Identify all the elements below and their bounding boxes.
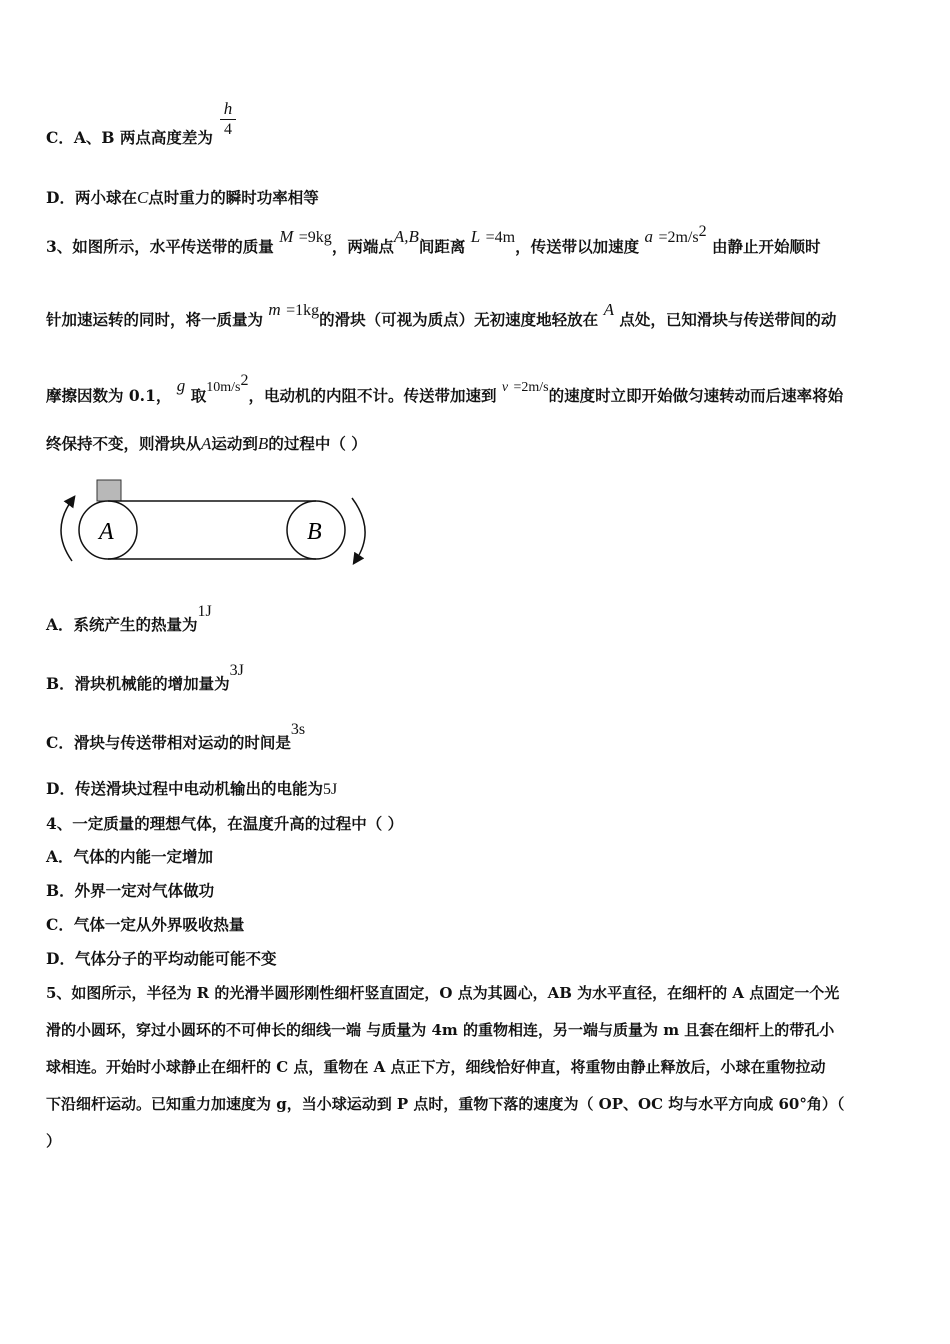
q3-accel-a <box>644 223 707 247</box>
q3-l3-c: ，电动机的内阻不计。传送带加速到 <box>248 386 497 406</box>
q5-stem-line-1: 5、如图所示，半径为 R 的光滑半圆形刚性细杆竖直固定，O 点为其圆心，AB 为水平直径，在细杆的 A 点固定一个光 <box>46 984 840 1002</box>
q3-mass-m <box>268 300 319 319</box>
q2-option-d-var: C <box>136 188 149 207</box>
q3-l4-c: 的过程中（ ） <box>268 434 367 453</box>
q3-length-L <box>471 227 515 246</box>
q3-l3-b: 取 <box>190 386 207 406</box>
var-A: A <box>603 300 614 319</box>
q3-option-b-text: B．滑块机械能的增加量为 <box>46 674 230 693</box>
pulley-a-label: A <box>99 519 114 545</box>
value-a: =2m/s <box>658 229 699 247</box>
q3-l2-c: 点处，已知滑块与传送带间的动 <box>619 310 837 329</box>
q3-option-c <box>46 721 306 753</box>
q3-l4-a: 终保持不变，则滑块从 <box>46 434 202 453</box>
q3-option-b-value: 3J <box>229 662 244 679</box>
var-g: g <box>176 376 186 396</box>
q3-option-a-text: A．系统产生的热量为 <box>46 615 198 634</box>
q3-l1-e: 由静止开始顺时 <box>712 237 821 257</box>
fraction-numerator: h <box>223 99 233 118</box>
value-M: =9kg <box>298 229 332 247</box>
q3-option-c-text: C．滑块与传送带相对运动的时间是 <box>46 733 291 752</box>
q3-option-d <box>46 777 337 799</box>
q5-stem-line-2: 滑的小圆环，穿过小圆环的不可伸长的细线一端 与质量为 4m 的重物相连，另一端与质量为 m 且套在细杆上的带孔小 <box>46 1021 835 1039</box>
q3-l1-a: 3、如图所示，水平传送带的质量 <box>46 237 274 257</box>
q3-g-value <box>206 372 249 396</box>
q3-l4-b: 运动到 <box>211 434 258 453</box>
rotation-arrow-left-icon <box>61 500 72 561</box>
var-B: B <box>257 434 269 453</box>
slider-block <box>97 480 121 501</box>
q2-option-d-pre: D．两小球在 <box>46 188 137 207</box>
q3-stem-line-2 <box>46 300 837 330</box>
q3-stem-line-3 <box>46 372 844 406</box>
q3-option-c-value: 3s <box>290 721 306 738</box>
value-g: 10m/s <box>206 380 241 396</box>
var-v: v <box>501 380 509 396</box>
pulley-b-label: B <box>307 519 322 545</box>
q3-option-b <box>46 662 244 694</box>
q2-option-d <box>46 186 319 208</box>
q3-l2-b: 的滑块（可视为质点）无初速度地轻放在 <box>319 310 599 329</box>
q5-stem-line-4: 下沿细杆运动。已知重力加速度为 g，当小球运动到 P 点时，重物下落的速度为（ OP、OC 均与水平方向成 60°角）（ <box>46 1095 845 1113</box>
fraction-denominator: 4 <box>224 121 232 138</box>
rotation-arrow-right-icon <box>352 498 365 560</box>
q3-option-a <box>46 603 212 635</box>
q4-option-b: B．外界一定对气体做功 <box>46 881 215 900</box>
q3-stem-line-4 <box>46 432 367 454</box>
q3-l1-c: 间距离 <box>418 237 466 257</box>
q3-l1-d: ，传送带以加速度 <box>515 237 640 257</box>
q3-option-d-text: D．传送滑块过程中电动机输出的电能为 <box>46 779 323 798</box>
q3-l3-d: 的速度时立即开始做匀速转动而后速率将始 <box>548 386 844 406</box>
value-L: =4m <box>485 229 516 247</box>
q3-stem-line-1 <box>46 223 821 257</box>
q3-l3-a: 摩擦因数为 0.1， <box>46 386 172 406</box>
value-v: =2m/s <box>513 380 549 396</box>
q2-option-d-post: 点时重力的瞬时功率相等 <box>148 188 319 207</box>
q3-l1-b: ，两端点 <box>331 237 394 257</box>
var-m: m <box>268 300 281 319</box>
q4-option-a: A．气体的内能一定增加 <box>46 847 214 866</box>
q5-stem-line-3: 球相连。开始时小球静止在细杆的 C 点，重物在 A 点正下方，细线恰好伸直，将重物由静止释放后，小球在重物拉动 <box>46 1058 826 1076</box>
var-M: M <box>279 227 294 247</box>
q3-speed-v <box>502 376 549 395</box>
q3-option-a-value: 1J <box>197 603 212 620</box>
q2-option-c <box>46 126 213 148</box>
q2-option-c-text: C．A、B 两点高度差为 <box>46 128 213 147</box>
sup-2-g: 2 <box>240 372 249 389</box>
q4-stem: 4、一定质量的理想气体，在温度升高的过程中（ ） <box>46 814 404 833</box>
value-m: =1kg <box>286 302 320 319</box>
q3-l2-a: 针加速运转的同时，将一质量为 <box>46 310 264 329</box>
var-AB: A,B <box>393 227 419 247</box>
q5-stem-line-5: ） <box>46 1132 62 1150</box>
q4-option-d: D．气体分子的平均动能可能不变 <box>46 949 277 968</box>
fraction-bar <box>220 119 236 120</box>
var-A-2: A <box>201 434 212 453</box>
conveyor-belt-diagram <box>50 476 380 568</box>
sup-2: 2 <box>698 223 707 240</box>
q4-option-c: C．气体一定从外界吸收热量 <box>46 915 245 934</box>
q2-option-c-fraction <box>220 100 236 139</box>
q3-mass-M <box>279 227 332 246</box>
var-a: a <box>644 227 654 247</box>
q3-option-d-value: 5J <box>322 781 338 798</box>
var-L: L <box>470 227 481 247</box>
